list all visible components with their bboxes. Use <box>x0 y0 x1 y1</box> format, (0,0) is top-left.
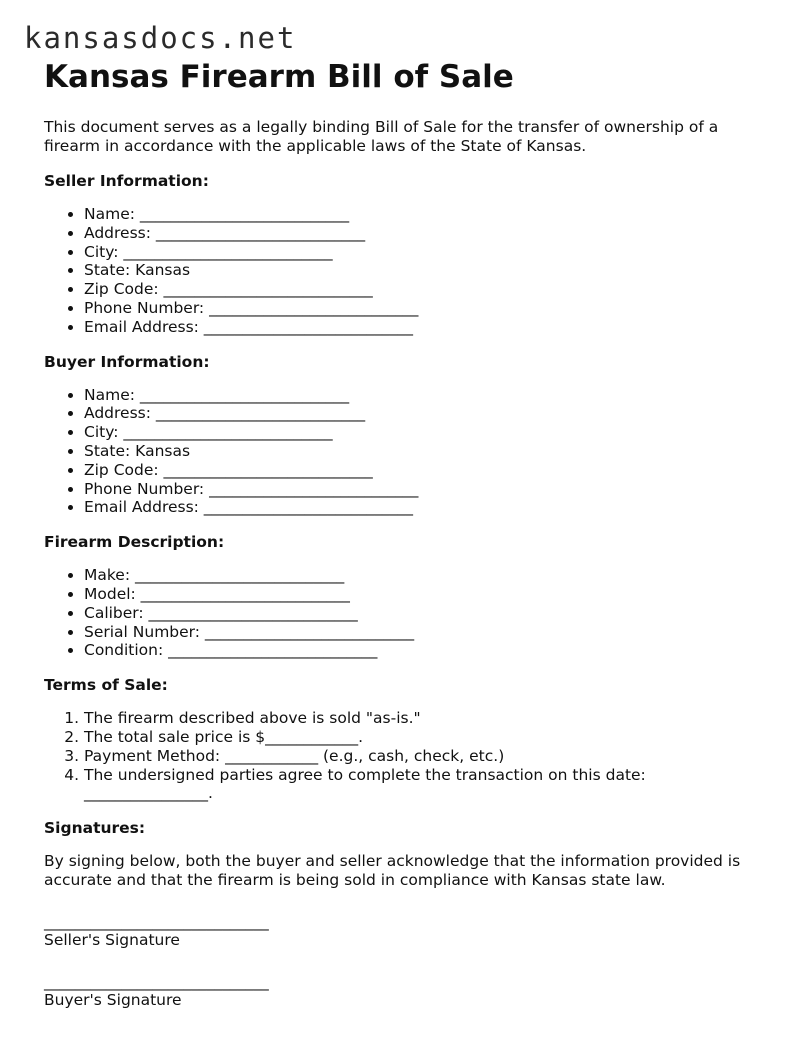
seller-address-item: • Address: ___________________________ <box>84 224 774 243</box>
buyer-list <box>44 386 774 518</box>
terms-date-item: 4. The undersigned parties agree to complete the transaction on this date: ________________. <box>84 766 774 804</box>
buyer-phone-item: • Phone Number: ___________________________ <box>84 480 774 499</box>
seller-signature-line: _____________________________ <box>44 913 269 932</box>
document-body <box>44 58 774 1009</box>
buyer-heading: Buyer Information: <box>44 352 210 371</box>
seller-phone-item: • Phone Number: ___________________________ <box>84 299 774 318</box>
acknowledgement-paragraph: By signing below, both the buyer and seller acknowledge that the information provided is accurate and that the firearm is being sold in compliance with Kansas state law. <box>44 852 741 889</box>
firearm-heading: Firearm Description: <box>44 533 225 552</box>
terms-as-is-item: 1. The firearm described above is sold "as-is." <box>84 709 774 728</box>
seller-list <box>44 205 774 337</box>
seller-state-item: • State: Kansas <box>84 261 774 280</box>
seller-zip-item: • Zip Code: ___________________________ <box>84 280 774 299</box>
seller-signature-block <box>44 913 774 949</box>
firearm-make-item: • Make: ___________________________ <box>84 566 774 585</box>
buyer-signature-block <box>44 973 774 1009</box>
firearm-list <box>44 566 774 660</box>
firearm-condition-item: • Condition: ___________________________ <box>84 641 774 660</box>
buyer-state-item: • State: Kansas <box>84 442 774 461</box>
buyer-email-item: • Email Address: ___________________________ <box>84 498 774 517</box>
terms-heading: Terms of Sale: <box>44 676 168 695</box>
seller-heading: Seller Information: <box>44 172 209 190</box>
buyer-signature-label: Buyer's Signature <box>44 991 182 1010</box>
seller-name-item: • Name: ___________________________ <box>84 205 774 224</box>
watermark: kansasdocs.net <box>24 21 297 55</box>
firearm-serial-item: • Serial Number: ___________________________ <box>84 623 774 642</box>
terms-list <box>44 709 774 803</box>
buyer-city-item: • City: ___________________________ <box>84 423 774 442</box>
intro-paragraph: This document serves as a legally binding Bill of Sale for the transfer of ownership of a firearm in accordance with the applicable laws of the State of Kansas. <box>44 118 719 155</box>
firearm-model-item: • Model: ___________________________ <box>84 585 774 604</box>
buyer-signature-line: _____________________________ <box>44 973 269 992</box>
signatures-heading: Signatures: <box>44 819 146 838</box>
document-title: Kansas Firearm Bill of Sale <box>44 59 514 95</box>
buyer-name-item: • Name: ___________________________ <box>84 386 774 405</box>
terms-price-item: 2. The total sale price is $____________. <box>84 728 774 747</box>
seller-city-item: • City: ___________________________ <box>84 243 774 262</box>
buyer-address-item: • Address: ___________________________ <box>84 404 774 423</box>
seller-signature-label: Seller's Signature <box>44 931 180 950</box>
terms-payment-item: 3. Payment Method: ____________ (e.g., cash, check, etc.) <box>84 747 774 766</box>
seller-email-item: • Email Address: ___________________________ <box>84 318 774 337</box>
buyer-zip-item: • Zip Code: ___________________________ <box>84 461 774 480</box>
firearm-caliber-item: • Caliber: ___________________________ <box>84 604 774 623</box>
